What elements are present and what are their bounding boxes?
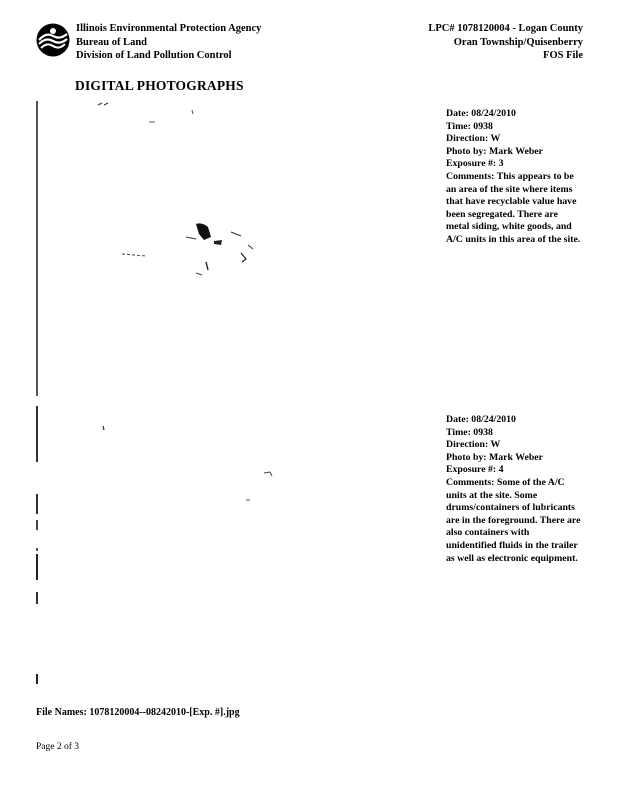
- photo-exposure-3: [36, 97, 426, 397]
- bureau-name: Bureau of Land: [76, 36, 147, 48]
- illinois-epa-seal-icon: [35, 22, 71, 58]
- township-name: Oran Township/Quisenberry: [453, 36, 583, 48]
- file-names: File Names: 1078120004--08242010-[Exp. #].jpg: [36, 707, 240, 718]
- photo-direction: Direction: W: [446, 439, 501, 451]
- photo-exposure-4: [36, 402, 426, 688]
- division-name: Division of Land Pollution Control: [76, 50, 232, 61]
- photo-metadata-exposure-4: [446, 414, 582, 565]
- photo-date: Date: 08/24/2010: [446, 414, 516, 425]
- photo-metadata-exposure-3: [446, 108, 582, 247]
- photo-exposure: Exposure #: 4: [446, 464, 504, 476]
- agency-name: Illinois Environmental Protection Agency: [76, 23, 262, 34]
- lpc-number: LPC# 1078120004 - Logan County: [428, 23, 583, 34]
- photo-author: Photo by: Mark Weber: [446, 145, 543, 157]
- photo-time: Time: 0938: [446, 120, 493, 132]
- photo-comments: Comments: This appears to be an area of the site where items that have recyclable value have been segregated. There are metal siding, white goods, and A/C units in this area of the site.: [446, 170, 581, 245]
- photo-time: Time: 0938: [446, 426, 493, 438]
- photo-author: Photo by: Mark Weber: [446, 451, 543, 463]
- photo-date: Date: 08/24/2010: [446, 108, 516, 119]
- photo-comments: Comments: Some of the A/C units at the site. Some drums/containers of lubricants are in the foreground. There are also containers with unidentified fluids in the trailer as well as electronic equipment.: [446, 476, 581, 564]
- agency-block: [76, 22, 261, 63]
- lpc-block: [428, 22, 583, 63]
- file-type: FOS File: [543, 50, 583, 61]
- page-title: DIGITAL PHOTOGRAPHS: [75, 78, 244, 93]
- page-number: Page 2 of 3: [36, 742, 80, 752]
- photo-direction: Direction: W: [446, 133, 501, 145]
- photo-exposure: Exposure #: 3: [446, 158, 504, 170]
